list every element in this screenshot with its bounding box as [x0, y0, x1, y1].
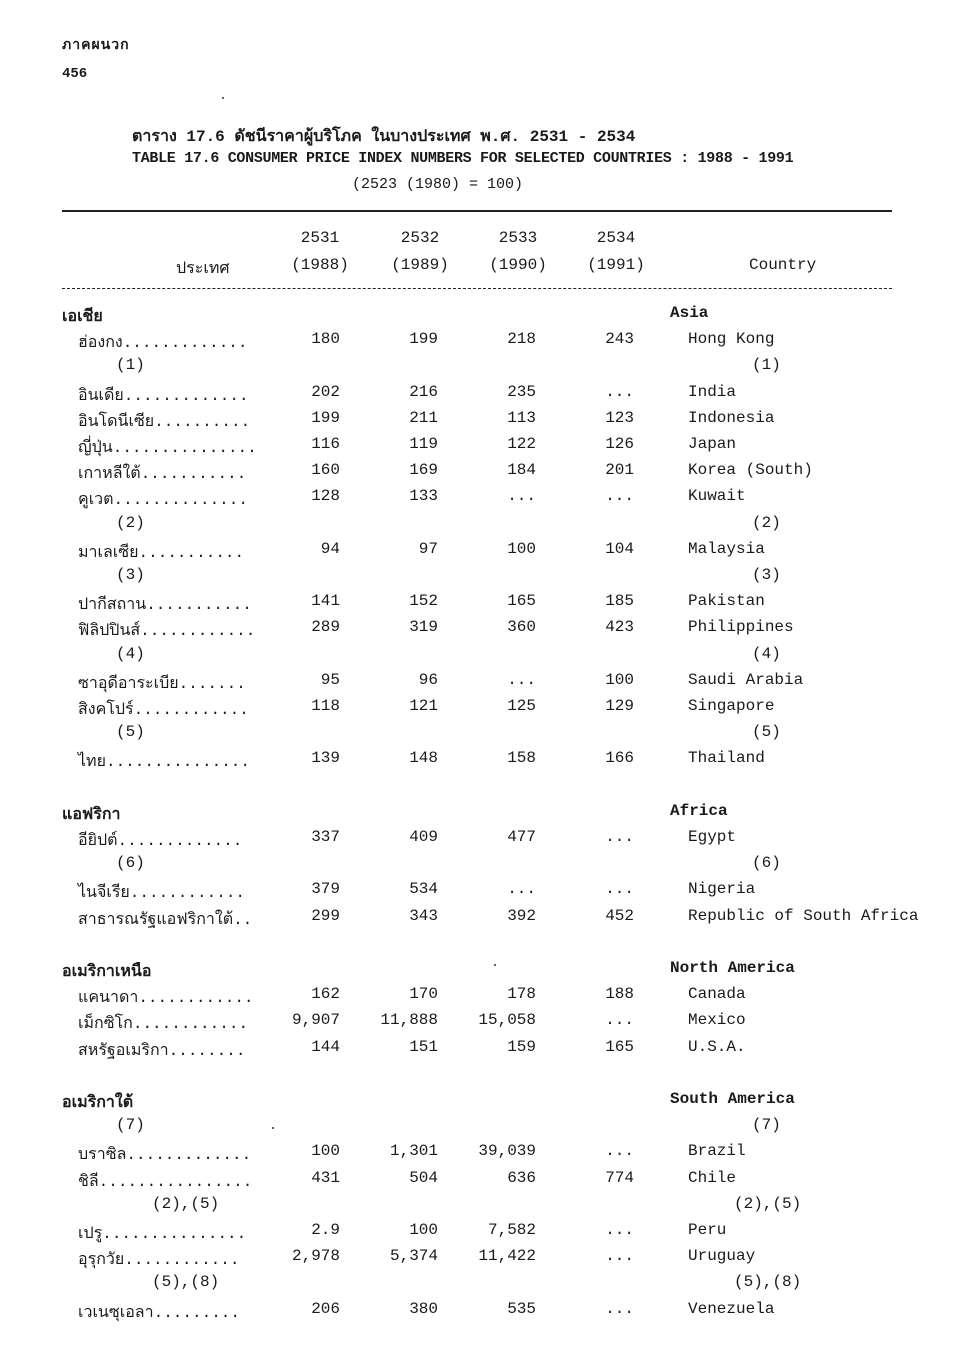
value-cell: 162: [311, 985, 340, 1004]
footnote-marker-english: (1): [752, 356, 781, 375]
footnote-row: [0, 356, 966, 382]
country-name-thai: ไนจีเรีย............: [78, 884, 246, 903]
country-name-english: Korea (South): [688, 461, 813, 480]
value-cell: ...: [605, 828, 634, 846]
footnote-marker-english: (5): [752, 723, 781, 742]
value-cell: 113: [507, 408, 536, 427]
value-cell: 128: [311, 487, 340, 506]
value-cell: 94: [320, 539, 340, 558]
table-row: [0, 1247, 966, 1273]
footnote-row: [0, 1195, 966, 1221]
country-name-thai: อียิปต์.............: [78, 832, 243, 850]
year-ad-4: (1991): [587, 256, 645, 274]
value-cell: ...: [605, 382, 634, 401]
country-name-thai: สหรัฐอเมริกา........: [78, 1041, 246, 1060]
value-cell: 96: [418, 670, 438, 689]
value-cell: 337: [311, 828, 340, 846]
value-cell: 319: [409, 618, 438, 637]
value-cell: 184: [507, 461, 536, 480]
header-rule: [62, 288, 892, 290]
table-row: [0, 487, 966, 513]
value-cell: 125: [507, 697, 536, 715]
speck: [494, 964, 496, 966]
footnote-marker-thai: (1): [116, 356, 145, 375]
country-name-english: Saudi Arabia: [688, 670, 804, 689]
value-cell: 452: [605, 906, 634, 925]
value-cell: 129: [605, 697, 634, 715]
value-cell: 206: [311, 1299, 340, 1318]
value-cell: 343: [409, 906, 438, 925]
footnote-row: [0, 566, 966, 592]
country-name-english: India: [688, 382, 737, 401]
value-cell: 409: [409, 828, 438, 846]
speck: [222, 97, 224, 99]
value-cell: 774: [605, 1168, 634, 1187]
table-row: [0, 1142, 966, 1168]
country-name-thai: เปรู...............: [78, 1225, 247, 1243]
value-cell: 299: [311, 906, 340, 925]
footnote-row: [0, 854, 966, 880]
value-cell: ...: [605, 1247, 634, 1266]
value-cell: 126: [605, 435, 634, 453]
value-cell: 100: [605, 670, 634, 689]
table-row: [0, 461, 966, 487]
country-name-thai: สาธารณรัฐแอฟริกาใต้..: [78, 910, 253, 929]
region-name-english: South America: [670, 1090, 795, 1108]
value-cell: 392: [507, 906, 536, 925]
table-row: [0, 671, 966, 697]
footnote-marker-thai: (5): [116, 723, 145, 742]
value-cell: 218: [507, 330, 536, 349]
value-cell: 15,058: [478, 1011, 536, 1030]
country-name-english: Venezuela: [688, 1299, 775, 1318]
value-cell: 9,907: [291, 1011, 340, 1030]
top-rule: [62, 210, 892, 212]
value-cell: 95: [320, 670, 340, 689]
country-name-english: Thailand: [688, 749, 765, 768]
value-cell: ...: [507, 487, 536, 506]
footnote-row: [0, 723, 966, 749]
country-name-thai: ซาอุดีอาระเบีย.......: [78, 674, 246, 693]
year-be-3: 2533: [498, 229, 538, 247]
footnote-marker-thai: (3): [116, 566, 145, 584]
table-row: [0, 383, 966, 409]
country-name-english: U.S.A.: [688, 1037, 746, 1056]
column-header-thai-country: ประเทศ: [176, 260, 230, 278]
footnote-marker-english: (2),(5): [734, 1194, 802, 1213]
region-name-thai: เอเชีย: [62, 308, 103, 326]
region-row: [0, 959, 966, 985]
value-cell: 7,582: [487, 1221, 536, 1239]
value-cell: 100: [311, 1142, 340, 1161]
country-name-thai: ปากีสถาน...........: [78, 596, 252, 615]
country-name-english: Japan: [688, 435, 737, 453]
value-cell: 118: [311, 697, 340, 715]
footnote-marker-english: (5),(8): [734, 1273, 802, 1292]
value-cell: 202: [311, 382, 340, 401]
country-name-thai: อุรุกวัย............: [78, 1251, 240, 1270]
footnote-row: [0, 514, 966, 540]
value-cell: 158: [507, 749, 536, 768]
country-name-thai: ชิลี................: [78, 1172, 253, 1191]
country-name-english: Philippines: [688, 618, 794, 637]
country-name-english: Republic of South Africa: [688, 906, 919, 925]
value-cell: 477: [507, 828, 536, 846]
value-cell: 165: [605, 1037, 634, 1056]
table-row: [0, 985, 966, 1011]
value-cell: ...: [507, 670, 536, 689]
country-name-english: Kuwait: [688, 487, 746, 506]
country-name-english: Nigeria: [688, 880, 756, 899]
footnote-row: [0, 1116, 966, 1142]
country-name-english: Canada: [688, 985, 746, 1004]
column-header-country: Country: [749, 256, 817, 274]
value-cell: 151: [409, 1037, 438, 1056]
value-cell: 379: [311, 880, 340, 899]
country-name-thai: แคนาดา............: [78, 989, 254, 1008]
value-cell: 165: [507, 592, 536, 611]
table-row: [0, 1221, 966, 1247]
country-name-english: Malaysia: [688, 539, 765, 558]
region-name-thai: อเมริกาเหนือ: [62, 963, 152, 981]
value-cell: 289: [311, 618, 340, 637]
footnote-marker-english: (3): [752, 566, 781, 584]
page-number: 456: [62, 66, 88, 82]
country-name-thai: มาเลเซีย...........: [78, 543, 245, 562]
value-cell: 1,301: [389, 1142, 438, 1161]
footnote-marker-thai: (2): [116, 513, 145, 532]
year-be-4: 2534: [596, 229, 636, 247]
table-row: [0, 435, 966, 461]
country-name-thai: สิงคโปร์............: [78, 701, 249, 719]
region-name-english: Asia: [670, 304, 709, 322]
year-ad-3: (1990): [489, 256, 547, 274]
table-base-note: (2523 (1980) = 100): [352, 176, 524, 193]
value-cell: 180: [311, 330, 340, 349]
footnote-marker-thai: (7): [116, 1116, 145, 1135]
country-name-english: Egypt: [688, 828, 737, 846]
footnote-row: [0, 1273, 966, 1299]
year-be-1: 2531: [300, 229, 340, 247]
value-cell: 139: [311, 749, 340, 768]
footnote-marker-english: (4): [752, 644, 781, 663]
value-cell: 119: [409, 435, 438, 453]
region-name-english: North America: [670, 959, 795, 977]
table-title-english: TABLE 17.6 CONSUMER PRICE INDEX NUMBERS FOR SELECTED COUNTRIES : 1988 - 1991: [132, 150, 794, 167]
value-cell: 160: [311, 461, 340, 480]
table-row: [0, 1169, 966, 1195]
country-name-english: Chile: [688, 1168, 737, 1187]
value-cell: 5,374: [389, 1247, 438, 1266]
value-cell: 148: [409, 749, 438, 768]
section-header: ภาคผนวก: [62, 38, 130, 54]
country-name-thai: เม็กซิโก............: [78, 1015, 249, 1034]
value-cell: ...: [605, 1299, 634, 1318]
region-name-thai: แอฟริกา: [62, 805, 121, 824]
country-name-english: Singapore: [688, 697, 775, 715]
value-cell: 97: [418, 539, 438, 558]
country-name-english: Peru: [688, 1221, 727, 1239]
country-name-thai: อินโดนีเซีย..........: [78, 412, 251, 431]
value-cell: 243: [605, 330, 634, 349]
value-cell: 100: [507, 539, 536, 558]
value-cell: 178: [507, 985, 536, 1004]
footnote-marker-english: (2): [752, 513, 781, 532]
value-cell: 133: [409, 487, 438, 506]
value-cell: 188: [605, 985, 634, 1004]
value-cell: 121: [409, 697, 438, 715]
table-row: [0, 1038, 966, 1064]
value-cell: 199: [409, 330, 438, 349]
footnote-marker-english: (7): [752, 1116, 781, 1135]
footnote-marker-thai: (6): [116, 854, 145, 873]
table-row: [0, 907, 966, 933]
footnote-row: [0, 645, 966, 671]
value-cell: 431: [311, 1168, 340, 1187]
footnote-marker-thai: (4): [116, 644, 145, 663]
country-name-english: Uruguay: [688, 1247, 756, 1266]
value-cell: 152: [409, 592, 438, 611]
country-name-thai: อินเดีย.............: [78, 386, 249, 405]
value-cell: 141: [311, 592, 340, 611]
region-row: [0, 802, 966, 828]
value-cell: 235: [507, 382, 536, 401]
table-row: [0, 540, 966, 566]
country-name-english: Mexico: [688, 1011, 746, 1030]
value-cell: ...: [605, 487, 634, 506]
value-cell: ...: [605, 880, 634, 899]
value-cell: 185: [605, 592, 634, 611]
value-cell: 11,422: [478, 1247, 536, 1266]
value-cell: 100: [409, 1221, 438, 1239]
value-cell: 122: [507, 435, 536, 453]
year-ad-2: (1989): [391, 256, 449, 274]
table-row: [0, 618, 966, 644]
country-name-thai: เกาหลีใต้...........: [78, 465, 247, 484]
value-cell: 159: [507, 1037, 536, 1056]
country-name-english: Pakistan: [688, 592, 765, 611]
value-cell: ...: [605, 1011, 634, 1030]
table-row: [0, 697, 966, 723]
table-row: [0, 409, 966, 435]
table-row: [0, 330, 966, 356]
value-cell: 104: [605, 539, 634, 558]
country-name-thai: ฮ่องกง.............: [78, 334, 248, 353]
table-row: [0, 1300, 966, 1326]
region-name-english: Africa: [670, 801, 728, 820]
region-row: [0, 1090, 966, 1116]
country-name-thai: ฟิลิปปินส์............: [78, 622, 256, 641]
value-cell: 201: [605, 461, 634, 480]
footnote-marker-english: (6): [752, 854, 781, 873]
table-row: [0, 828, 966, 854]
value-cell: 144: [311, 1037, 340, 1056]
value-cell: 2,978: [291, 1247, 340, 1266]
country-name-thai: คูเวต..............: [78, 491, 248, 510]
value-cell: ...: [605, 1221, 634, 1239]
table-row: [0, 592, 966, 618]
value-cell: 216: [409, 382, 438, 401]
year-ad-1: (1988): [291, 256, 349, 274]
country-name-english: Hong Kong: [688, 330, 775, 349]
country-name-thai: ญี่ปุ่น...............: [78, 439, 257, 457]
country-name-thai: เวเนซุเอลา.........: [78, 1303, 240, 1322]
table-row: [0, 1011, 966, 1037]
value-cell: 199: [311, 408, 340, 427]
value-cell: 423: [605, 618, 634, 637]
footnote-marker-thai: (2),(5): [152, 1194, 220, 1213]
value-cell: 166: [605, 749, 634, 768]
region-row: [0, 304, 966, 330]
value-cell: 11,888: [380, 1011, 438, 1030]
value-cell: 39,039: [478, 1142, 536, 1161]
country-name-thai: ไทย...............: [78, 753, 250, 772]
value-cell: ...: [605, 1142, 634, 1161]
table-title-thai: ตาราง 17.6 ดัชนีราคาผู้บริโภค ในบางประเทศ พ.ศ. 2531 - 2534: [132, 128, 636, 146]
value-cell: 116: [311, 435, 340, 453]
region-name-thai: อเมริกาใต้: [62, 1094, 134, 1112]
value-cell: 380: [409, 1299, 438, 1318]
table-row: [0, 880, 966, 906]
table-row: [0, 749, 966, 775]
value-cell: 2.9: [311, 1221, 340, 1239]
value-cell: 504: [409, 1168, 438, 1187]
footnote-marker-thai: (5),(8): [152, 1273, 220, 1292]
value-cell: ...: [507, 880, 536, 899]
country-name-thai: บราซิล.............: [78, 1146, 252, 1165]
value-cell: 211: [409, 408, 438, 427]
country-name-english: Brazil: [688, 1142, 746, 1161]
value-cell: 534: [409, 880, 438, 899]
value-cell: 636: [507, 1168, 536, 1187]
country-name-english: Indonesia: [688, 408, 775, 427]
year-be-2: 2532: [400, 229, 440, 247]
value-cell: 535: [507, 1299, 536, 1318]
value-cell: 170: [409, 985, 438, 1004]
speck: [272, 1127, 274, 1129]
value-cell: 360: [507, 618, 536, 637]
value-cell: 169: [409, 461, 438, 480]
value-cell: 123: [605, 408, 634, 427]
